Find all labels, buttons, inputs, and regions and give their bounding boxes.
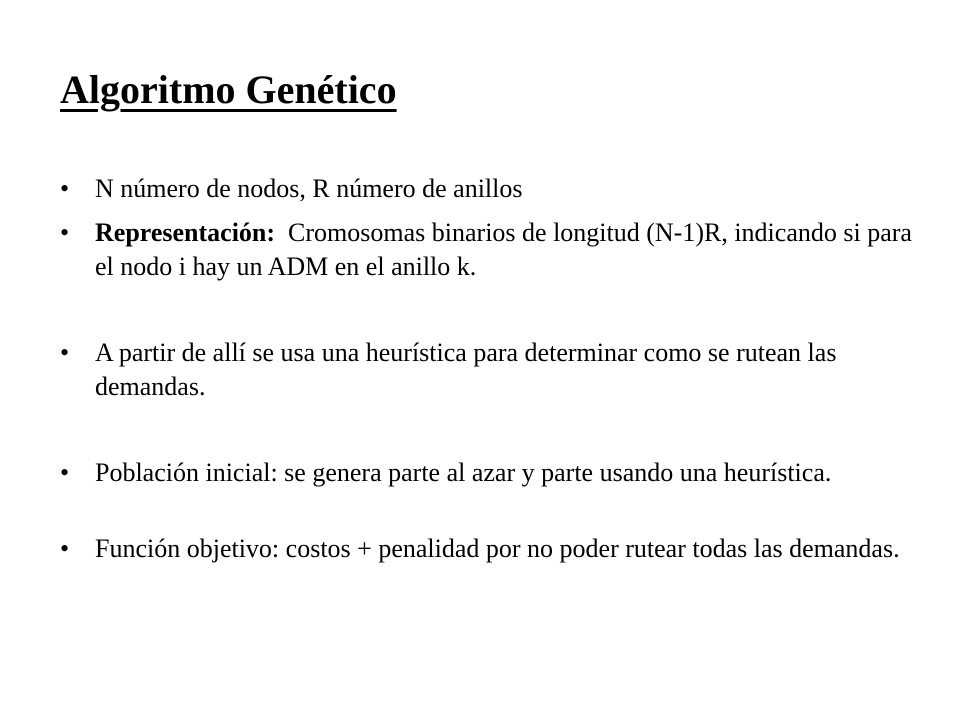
slide-title: Algoritmo Genético xyxy=(60,67,397,112)
bullet-icon: • xyxy=(60,338,70,367)
bullet-objective-function xyxy=(60,532,920,566)
bullet-text: Población inicial: se genera parte al azar y parte usando una heurística. xyxy=(95,458,832,487)
bullet-icon: • xyxy=(60,174,70,203)
bullet-text: Función objetivo: costos + penalidad por no poder rutear todas las demandas. xyxy=(95,534,900,563)
bullet-initial-population xyxy=(60,456,920,490)
representation-text: Cromosomas binarios de longitud (N-1)R, indicando si para el nodo i hay un ADM en el anillo k. xyxy=(95,218,919,281)
bullet-representation xyxy=(60,216,920,284)
bullet-nodes-rings xyxy=(60,172,920,206)
bullet-icon: • xyxy=(60,218,70,247)
bullet-text: N número de nodos, R número de anillos xyxy=(95,174,523,203)
representation-label: Representación: xyxy=(95,218,276,247)
bullet-text: A partir de allí se usa una heurística para determinar como se rutean las demandas. xyxy=(95,338,837,401)
bullet-icon: • xyxy=(60,458,70,487)
bullet-heuristic xyxy=(60,336,920,404)
bullet-text-wrapper xyxy=(95,216,920,284)
bullet-icon: • xyxy=(60,534,70,563)
